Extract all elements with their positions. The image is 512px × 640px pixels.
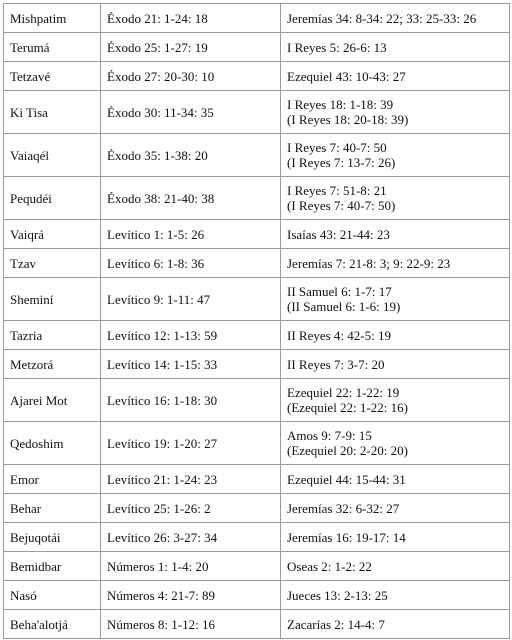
haftara-reading: I Reyes 7: 40-7: 50 — [287, 140, 387, 155]
haftara-reading: Ezequiel 44: 15-44: 31 — [287, 471, 406, 487]
table-row — [4, 278, 510, 321]
torah-reading-cell: Éxodo 35: 1-38: 20 — [101, 134, 281, 177]
torah-reading-cell: Éxodo 21: 1-24: 18 — [101, 4, 281, 33]
table-row — [4, 33, 510, 62]
haftara-reading-cell — [281, 4, 510, 33]
torah-reading-cell: Éxodo 30: 11-34: 35 — [101, 91, 281, 134]
table-row — [4, 523, 510, 552]
haftara-reading: Jueces 13: 2-13: 25 — [287, 587, 388, 603]
haftara-reading: Ezequiel 43: 10-43: 27 — [287, 68, 406, 84]
table-row — [4, 350, 510, 379]
haftara-reading-cell — [281, 134, 510, 177]
parasha-name-cell: Ajarei Mot — [4, 379, 101, 422]
haftara-reading: I Reyes 7: 51-8: 21 — [287, 183, 387, 198]
haftara-reading-cell — [281, 91, 510, 134]
parasha-name-cell: Beha'alotjá — [4, 610, 101, 639]
haftara-alternate-reading: (I Reyes 7: 40-7: 50) — [287, 198, 396, 213]
haftara-reading-cell — [281, 581, 510, 610]
haftara-alternate-reading: (I Reyes 7: 13-7: 26) — [287, 155, 396, 170]
parasha-name-cell: Mishpatim — [4, 4, 101, 33]
haftara-reading: Jeremías 34: 8-34: 22; 33: 25-33: 26 — [287, 10, 477, 26]
haftara-reading-cell — [281, 177, 510, 220]
parasha-name-cell: Behar — [4, 494, 101, 523]
haftara-reading: I Reyes 5: 26-6: 13 — [287, 39, 387, 55]
haftara-reading: II Samuel 6: 1-7: 17 — [287, 284, 392, 299]
haftara-reading-cell — [281, 610, 510, 639]
parasha-name-cell: Tzav — [4, 249, 101, 278]
haftara-reading-cell — [281, 494, 510, 523]
table-row — [4, 249, 510, 278]
haftara-reading-cell — [281, 379, 510, 422]
haftara-reading: Jeremías 7: 21-8: 3; 9: 22-9: 23 — [287, 255, 451, 271]
table-row — [4, 177, 510, 220]
torah-reading-cell: Levítico 25: 1-26: 2 — [101, 494, 281, 523]
haftara-alternate-reading: (II Samuel 6: 1-6: 19) — [287, 299, 401, 314]
parasha-name-cell: Metzorá — [4, 350, 101, 379]
haftara-reading-cell — [281, 62, 510, 91]
haftara-reading: Amos 9: 7-9: 15 — [287, 428, 372, 443]
table-row — [4, 379, 510, 422]
haftara-reading-cell — [281, 249, 510, 278]
torah-reading-cell: Números 4: 21-7: 89 — [101, 581, 281, 610]
parasha-name-cell: Sheminí — [4, 278, 101, 321]
torah-reading-cell: Éxodo 38: 21-40: 38 — [101, 177, 281, 220]
torah-reading-cell: Levítico 26: 3-27: 34 — [101, 523, 281, 552]
parasha-name-cell: Bemidbar — [4, 552, 101, 581]
parasha-name-cell: Tetzavé — [4, 62, 101, 91]
haftara-alternate-reading: (I Reyes 18: 20-18: 39) — [287, 112, 409, 127]
torah-reading-cell: Levítico 6: 1-8: 36 — [101, 249, 281, 278]
table-body — [4, 4, 510, 639]
table-row — [4, 62, 510, 91]
haftara-reading: I Reyes 18: 1-18: 39 — [287, 97, 394, 112]
parasha-name-cell: Qedoshim — [4, 422, 101, 465]
parasha-name-cell: Pequdéi — [4, 177, 101, 220]
table-row — [4, 422, 510, 465]
table-row — [4, 581, 510, 610]
haftara-reading-cell — [281, 350, 510, 379]
table-row — [4, 91, 510, 134]
torah-reading-cell: Éxodo 25: 1-27: 19 — [101, 33, 281, 62]
torah-reading-cell: Levítico 1: 1-5: 26 — [101, 220, 281, 249]
haftara-alternate-reading: (Ezequiel 20: 2-20: 20) — [287, 443, 408, 458]
haftara-reading: Ezequiel 22: 1-22: 19 — [287, 385, 400, 400]
torah-reading-cell: Levítico 9: 1-11: 47 — [101, 278, 281, 321]
table-row — [4, 465, 510, 494]
haftara-reading-cell — [281, 220, 510, 249]
table-row — [4, 134, 510, 177]
haftara-reading: Oseas 2: 1-2: 22 — [287, 558, 372, 574]
parasha-name-cell: Ki Tisa — [4, 91, 101, 134]
haftara-reading: Isaías 43: 21-44: 23 — [287, 226, 390, 242]
torah-reading-cell: Levítico 12: 1-13: 59 — [101, 321, 281, 350]
torah-reading-cell: Éxodo 27: 20-30: 10 — [101, 62, 281, 91]
torah-reading-cell: Levítico 21: 1-24: 23 — [101, 465, 281, 494]
haftara-reading-cell — [281, 552, 510, 581]
table-row — [4, 494, 510, 523]
haftara-reading-cell — [281, 523, 510, 552]
parasha-name-cell: Terumá — [4, 33, 101, 62]
torah-reading-cell: Levítico 16: 1-18: 30 — [101, 379, 281, 422]
haftara-reading-cell — [281, 33, 510, 62]
haftara-reading-cell — [281, 278, 510, 321]
haftara-reading: II Reyes 4: 42-5: 19 — [287, 327, 391, 343]
torah-reading-cell: Números 8: 1-12: 16 — [101, 610, 281, 639]
haftara-reading-cell — [281, 321, 510, 350]
torah-reading-cell: Números 1: 1-4: 20 — [101, 552, 281, 581]
haftara-reading-cell — [281, 465, 510, 494]
parasha-name-cell: Emor — [4, 465, 101, 494]
torah-reading-cell: Levítico 14: 1-15: 33 — [101, 350, 281, 379]
table-row — [4, 4, 510, 33]
parasha-name-cell: Nasó — [4, 581, 101, 610]
haftara-reading: Jeremías 32: 6-32: 27 — [287, 500, 400, 516]
parasha-name-cell: Vaiaqél — [4, 134, 101, 177]
haftara-reading-cell — [281, 422, 510, 465]
haftara-reading: Jeremías 16: 19-17: 14 — [287, 529, 406, 545]
haftara-alternate-reading: (Ezequiel 22: 1-22: 16) — [287, 400, 408, 415]
parasha-name-cell: Bejuqotái — [4, 523, 101, 552]
torah-reading-cell: Levítico 19: 1-20: 27 — [101, 422, 281, 465]
table-row — [4, 321, 510, 350]
parasha-name-cell: Tazria — [4, 321, 101, 350]
table-row — [4, 610, 510, 639]
parashot-table — [3, 3, 510, 639]
table-row — [4, 552, 510, 581]
haftara-reading: Zacarías 2: 14-4: 7 — [287, 616, 385, 632]
parasha-name-cell: Vaiqrá — [4, 220, 101, 249]
table-row — [4, 220, 510, 249]
haftara-reading: II Reyes 7: 3-7: 20 — [287, 356, 385, 372]
